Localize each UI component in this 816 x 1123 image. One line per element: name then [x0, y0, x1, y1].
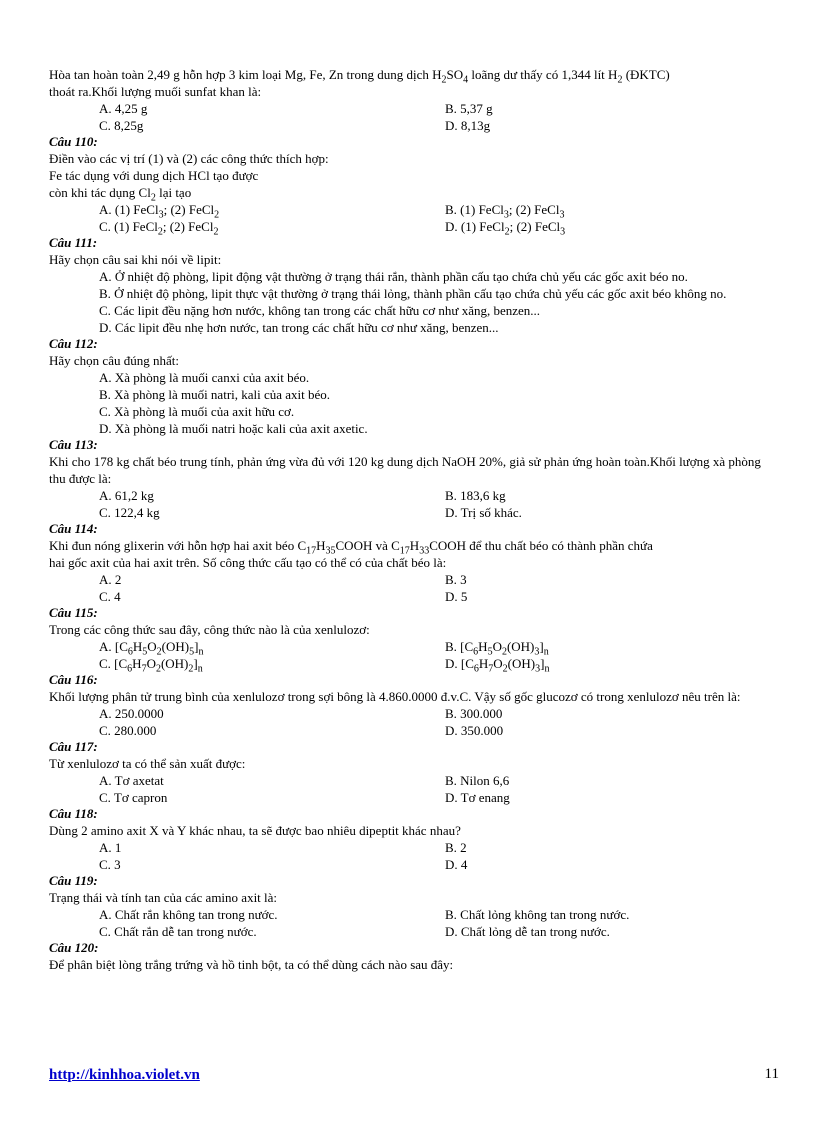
option-c: C. (1) FeCl$_2$; (2) FeCl$_2$	[99, 219, 219, 238]
option-a: A. 2	[99, 572, 122, 587]
option-b: B. (1) FeCl$_3$; (2) FeCl$_3$	[445, 202, 565, 221]
intro-stem-line2: thoát ra.Khối lượng muối sunfat khan là:	[49, 84, 262, 99]
question-stem: Khi cho 178 kg chất béo trung tính, phản ứng vừa đủ với 120 kg dung dịch NaOH 20%, giả sử phản ứng hoàn toàn.Khối lượng xà phòng thu được là:	[49, 454, 761, 486]
question-title: Câu 110:	[49, 134, 98, 149]
option-d: D. Tơ enang	[445, 790, 510, 805]
option-d: D. Trị số khác.	[445, 505, 522, 520]
question-options	[99, 705, 779, 739]
question-options	[99, 906, 779, 940]
option-b: B. 3	[445, 572, 467, 587]
footer-link[interactable]: http://kinhhoa.violet.vn	[49, 1067, 200, 1083]
question-title: Câu 117:	[49, 739, 98, 754]
intro-options	[99, 100, 779, 134]
option-a: A. $[C_6H_5O_2(OH)_5]_n$	[99, 639, 204, 658]
question-stem: Để phân biệt lòng trắng trứng và hồ tinh bột, ta có thể dùng cách nào sau đây:	[49, 957, 454, 972]
option-c: C. Tơ capron	[99, 790, 168, 805]
document-page	[49, 66, 779, 973]
option-a: A. (1) FeCl$_3$; (2) FeCl$_2$	[99, 202, 220, 221]
option-d: D. (1) FeCl$_2$; (2) FeCl$_3$	[445, 219, 566, 238]
option-a: A. Xà phòng là muối canxi của axit béo.	[99, 370, 310, 385]
option-c: C. 280.000	[99, 723, 157, 738]
option-b: B. Chất lỏng không tan trong nước.	[445, 907, 630, 922]
question-stem: Điền vào các vị trí (1) và (2) các công thức thích hợp:	[49, 151, 329, 166]
option-d: D. 5	[445, 589, 468, 604]
question-stem: Trạng thái và tính tan của các amino axit là:	[49, 890, 278, 905]
option-b: B. 2	[445, 840, 467, 855]
option-a: A. 1	[99, 840, 122, 855]
question-title: Câu 116:	[49, 672, 98, 687]
option-d: D. Chất lỏng dễ tan trong nước.	[445, 924, 610, 939]
option-a: A. 61,2 kg	[99, 488, 154, 503]
option-b: B. 300.000	[445, 706, 503, 721]
page-number: 11	[764, 1066, 779, 1082]
option-c: C. Các lipit đều nặng hơn nước, không tan trong các chất hữu cơ như xăng, benzen...	[99, 303, 541, 318]
question-stem: Dùng 2 amino axit X và Y khác nhau, ta sẽ được bao nhiêu dipeptit khác nhau?	[49, 823, 461, 838]
question-options	[99, 571, 779, 605]
question-title: Câu 120:	[49, 940, 99, 955]
option-a: A. Chất rắn không tan trong nước.	[99, 907, 278, 922]
question-stem: Hãy chọn câu sai khi nói về lipit:	[49, 252, 222, 267]
question-options	[99, 638, 779, 675]
question-title: Câu 111:	[49, 235, 98, 250]
question-stem-line: hai gốc axit của hai axit trên. Số công thức cấu tạo có thể có của chất béo là:	[49, 555, 447, 570]
option-c: C. 4	[99, 589, 121, 604]
option-c: C. Chất rắn dễ tan trong nước.	[99, 924, 257, 939]
question-title: Câu 115:	[49, 605, 98, 620]
option-b: B. Ở nhiệt độ phòng, lipit thực vật thường ở trạng thái lỏng, thành phần cấu tạo chứa chủ yếu các gốc axit béo không no.	[99, 286, 727, 301]
question-stem: Từ xenlulozơ ta có thể sản xuất được:	[49, 756, 246, 771]
question-stem-line: Fe tác dụng với dung dịch HCl tạo được	[49, 168, 259, 183]
question-options	[99, 369, 779, 437]
page-footer	[49, 1066, 779, 1086]
option-d: D. $[C_6H_7O_2(OH)_3]_n$	[445, 656, 550, 675]
option-c: C. 3	[99, 857, 121, 872]
option-c: C. Xà phòng là muối của axit hữu cơ.	[99, 404, 295, 419]
option-a: A. Ở nhiệt độ phòng, lipit động vật thường ở trạng thái rắn, thành phần cấu tạo chứa chủ yếu các gốc axit béo no.	[99, 269, 688, 284]
question-stem: Khối lượng phân tử trung bình của xenlulozơ trong sợi bông là 4.860.0000 đ.v.C. Vậy số gốc glucozơ có trong xenlulozơ nêu trên là:	[49, 689, 741, 704]
question-title: Câu 118:	[49, 806, 98, 821]
question-options	[99, 487, 779, 521]
option-b: B. 5,37 g	[445, 101, 493, 116]
question-title: Câu 119:	[49, 873, 98, 888]
question-stem-line: còn khi tác dụng $Cl_2$ lại tạo	[49, 185, 192, 204]
question-options	[99, 839, 779, 873]
option-a: A. 4,25 g	[99, 101, 148, 116]
option-d: D. Các lipit đều nhẹ hơn nước, tan trong các chất hữu cơ như xăng, benzen...	[99, 320, 499, 335]
question-options	[99, 772, 779, 806]
option-d: D. Xà phòng là muối natri hoặc kali của axit axetic.	[99, 421, 368, 436]
question-title: Câu 113:	[49, 437, 98, 452]
question-stem: Khi đun nóng glixerin với hỗn hợp hai axit béo $C_{17}H_{35}COOH$ và $C_{17}H_{33}COOH$ để thu chất béo có thành phần chứa	[49, 538, 653, 557]
question-title: Câu 112:	[49, 336, 98, 351]
option-c: C. 8,25g	[99, 118, 144, 133]
option-b: B. 183,6 kg	[445, 488, 506, 503]
option-d: D. 4	[445, 857, 468, 872]
question-options	[99, 201, 779, 238]
option-d: D. 350.000	[445, 723, 504, 738]
option-c: C. 122,4 kg	[99, 505, 160, 520]
option-a: A. 250.0000	[99, 706, 164, 721]
option-b: B. Xà phòng là muối natri, kali của axit béo.	[99, 387, 331, 402]
option-b: B. $[C_6H_5O_2(OH)_3]_n$	[445, 639, 549, 658]
option-c: C. $[C_6H_7O_2(OH)_2]_n$	[99, 656, 203, 675]
question-stem: Trong các công thức sau đây, công thức nào là của xenlulozơ:	[49, 622, 370, 637]
option-b: B. Nilon 6,6	[445, 773, 510, 788]
intro-stem: Hòa tan hoàn toàn 2,49 g hỗn hợp 3 kim loại Mg, Fe, Zn trong dung dịch $H_2SO_4$ loãng dư thấy có 1,344 lít $H_2$ (ĐKTC)	[49, 67, 670, 86]
option-d: D. 8,13g	[445, 118, 491, 133]
option-a: A. Tơ axetat	[99, 773, 164, 788]
question-stem: Hãy chọn câu đúng nhất:	[49, 353, 179, 368]
question-title: Câu 114:	[49, 521, 98, 536]
